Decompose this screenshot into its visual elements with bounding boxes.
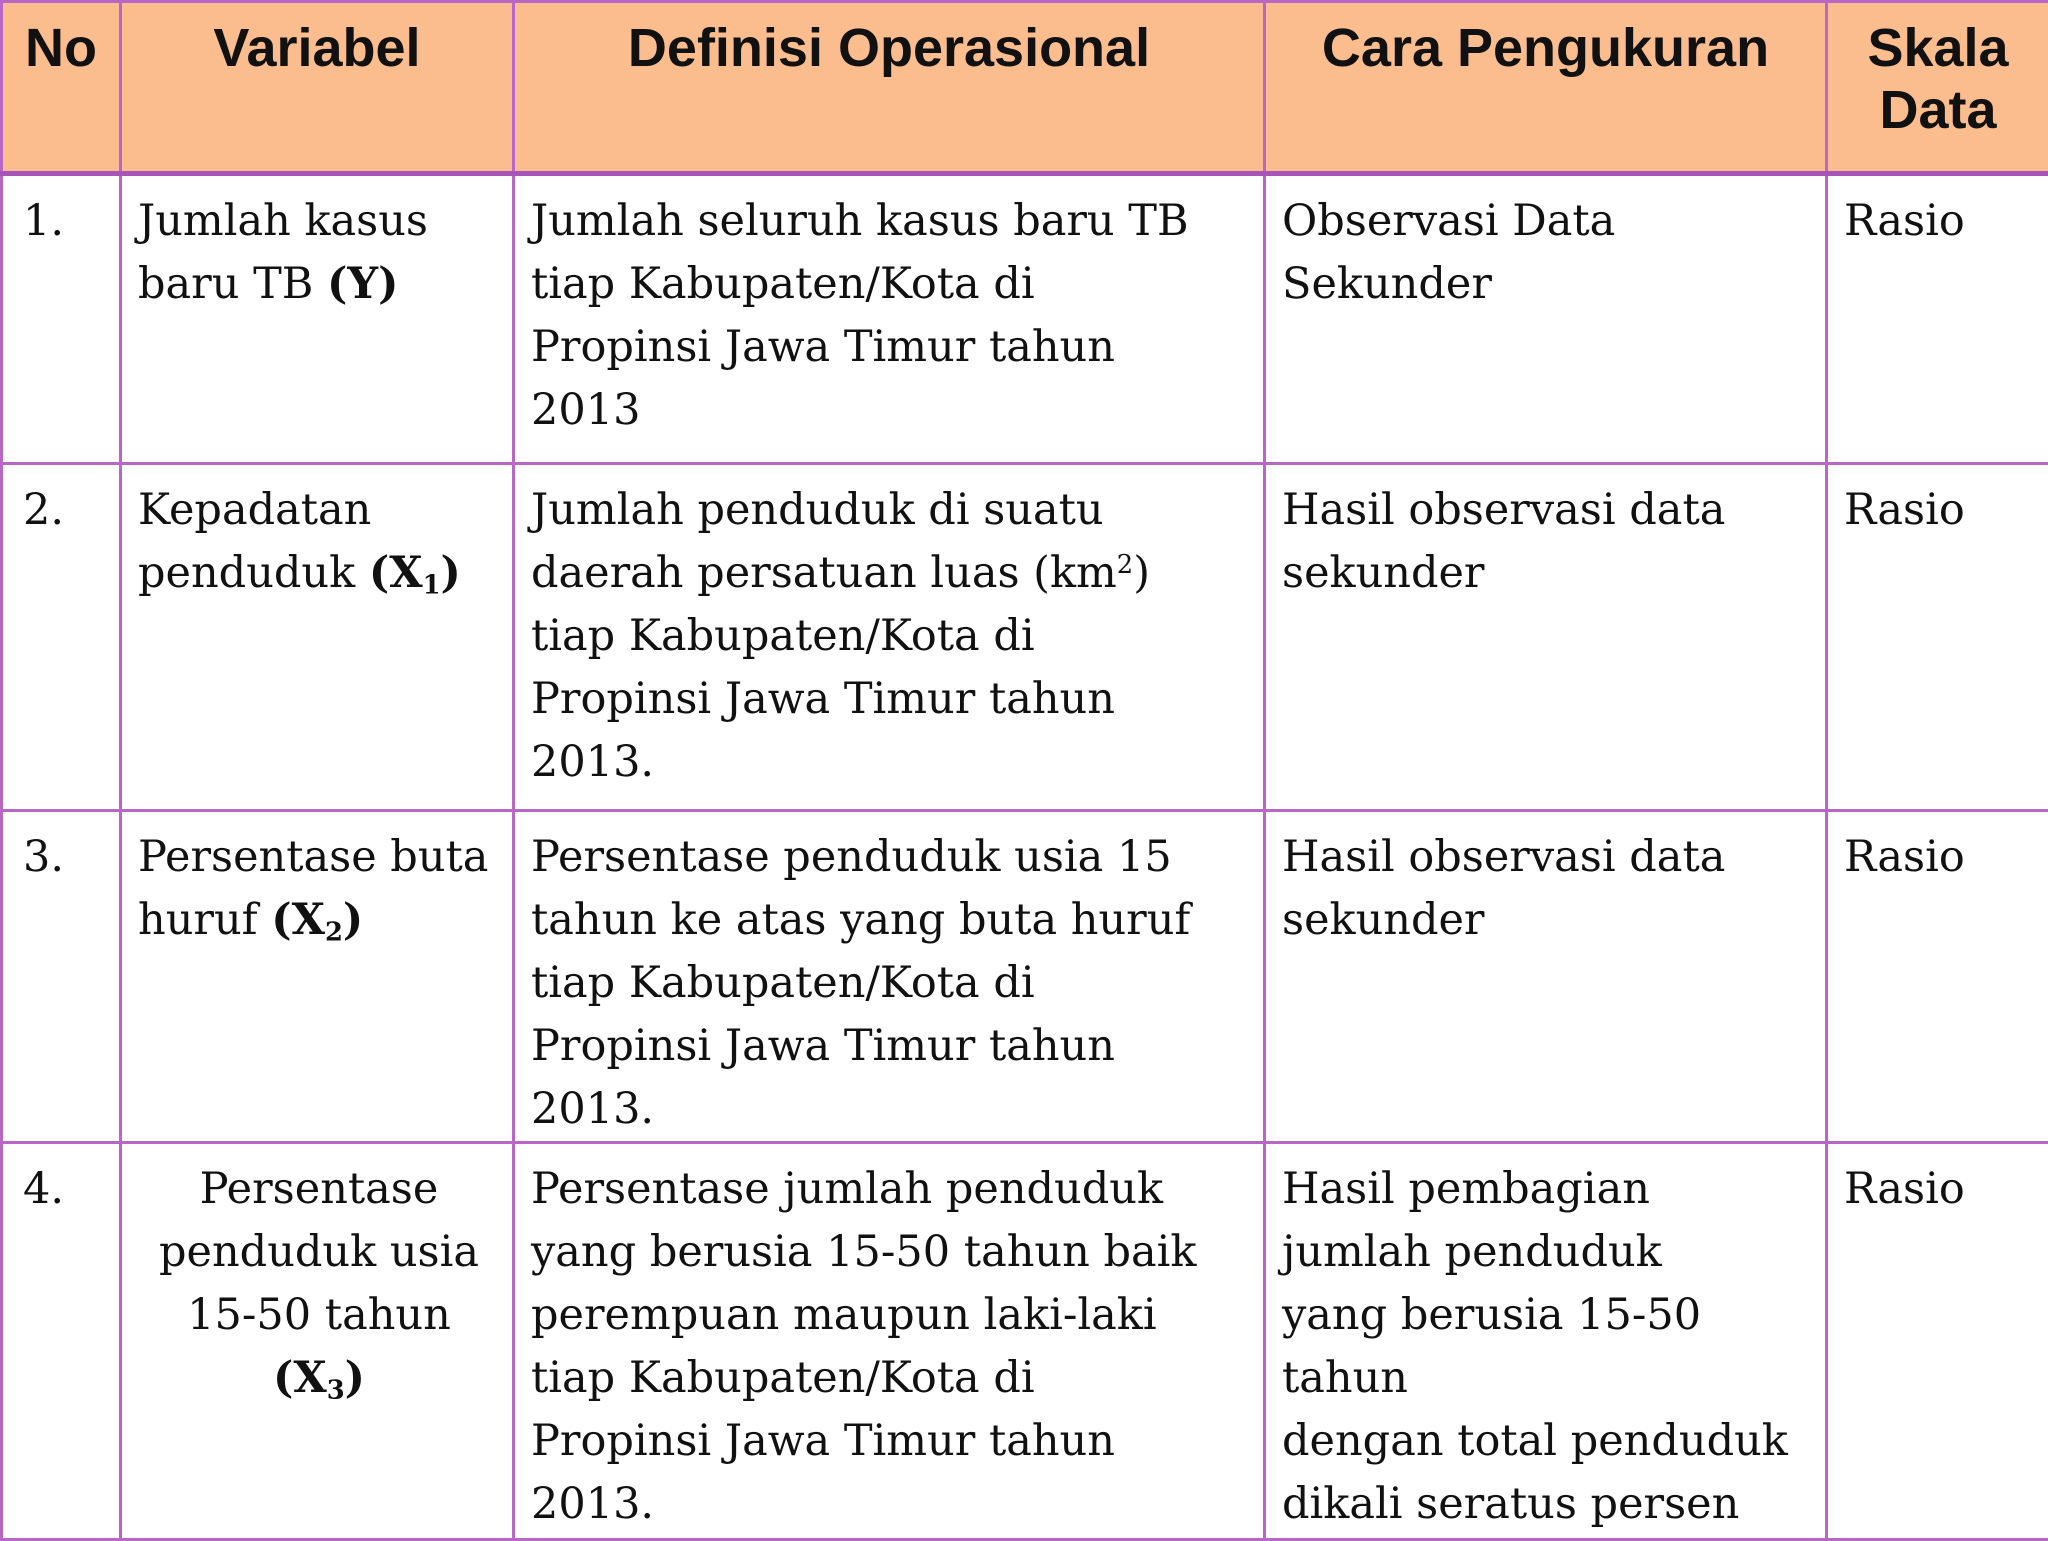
definition-text: daerah persatuan luas (km xyxy=(531,548,1117,598)
definition-line: perempuan maupun laki-laki xyxy=(531,1284,1251,1347)
header-skala-line2: Data xyxy=(1828,79,2048,141)
header-cara-pengukuran: Cara Pengukuran xyxy=(1265,2,1827,174)
header-skala-data xyxy=(1827,2,2048,174)
scale-cell: Rasio xyxy=(1827,174,2048,464)
measurement-cell xyxy=(1265,464,1827,811)
variable-cell xyxy=(121,1143,514,1540)
definition-line: tiap Kabupaten/Kota di xyxy=(531,1347,1251,1410)
measurement-line: yang berusia 15-50 xyxy=(1282,1284,1813,1347)
definition-line: Persentase penduduk usia 15 xyxy=(531,826,1251,889)
measurement-line: Hasil pembagian xyxy=(1282,1158,1813,1221)
table-row xyxy=(2,1143,2048,1540)
variable-symbol-close: ) xyxy=(345,1353,365,1403)
definition-line: Propinsi Jawa Timur tahun xyxy=(531,668,1251,731)
definition-line: 2013 xyxy=(531,379,1251,442)
definition-cell xyxy=(514,811,1265,1143)
header-skala-line1: Skala xyxy=(1828,17,2048,79)
measurement-cell xyxy=(1265,1143,1827,1540)
definition-line: 2013. xyxy=(531,731,1251,794)
scale-cell: Rasio xyxy=(1827,464,2048,811)
variable-line: penduduk usia xyxy=(138,1221,500,1284)
table-row xyxy=(2,464,2048,811)
variable-line: Persentase buta xyxy=(138,826,500,889)
variable-cell xyxy=(121,464,514,811)
measurement-line: dengan total penduduk xyxy=(1282,1410,1813,1473)
row-number: 2. xyxy=(2,464,121,811)
measurement-line: jumlah penduduk xyxy=(1282,1221,1813,1284)
variable-symbol: (Y) xyxy=(327,259,398,309)
measurement-cell xyxy=(1265,174,1827,464)
table-row xyxy=(2,811,2048,1143)
definition-line: Persentase jumlah penduduk xyxy=(531,1158,1251,1221)
variable-symbol-base: (X xyxy=(273,1353,327,1403)
variable-symbol-close: ) xyxy=(343,895,363,945)
variable-symbol-close: ) xyxy=(441,548,461,598)
variable-symbol xyxy=(271,895,363,945)
definition-line: yang berusia 15-50 tahun baik xyxy=(531,1221,1251,1284)
row-number: 4. xyxy=(2,1143,121,1540)
definition-line: tiap Kabupaten/Kota di xyxy=(531,253,1251,316)
variable-subscript: 1 xyxy=(423,570,441,600)
header-definisi-operasional: Definisi Operasional xyxy=(514,2,1265,174)
variable-text: huruf xyxy=(138,895,271,945)
variable-subscript: 3 xyxy=(327,1375,345,1405)
table-header-row xyxy=(2,2,2048,174)
scale-cell: Rasio xyxy=(1827,1143,2048,1540)
variable-line xyxy=(138,542,500,605)
variable-text: baru TB xyxy=(138,259,327,309)
definition-line xyxy=(531,542,1251,605)
definition-line: Jumlah penduduk di suatu xyxy=(531,479,1251,542)
header-variabel: Variabel xyxy=(121,2,514,174)
definition-line: tahun ke atas yang buta huruf xyxy=(531,889,1251,952)
variable-line: Persentase xyxy=(138,1158,500,1221)
definition-line: 2013. xyxy=(531,1078,1251,1141)
definition-cell xyxy=(514,464,1265,811)
row-number: 3. xyxy=(2,811,121,1143)
measurement-line: tahun xyxy=(1282,1347,1813,1410)
definition-line: Jumlah seluruh kasus baru TB xyxy=(531,190,1251,253)
variable-cell xyxy=(121,811,514,1143)
header-no: No xyxy=(2,2,121,174)
definition-cell xyxy=(514,174,1265,464)
variable-symbol-base: (X xyxy=(369,548,423,598)
table-row xyxy=(2,174,2048,464)
measurement-cell xyxy=(1265,811,1827,1143)
variable-line: 15-50 tahun xyxy=(138,1284,500,1347)
definition-line: tiap Kabupaten/Kota di xyxy=(531,605,1251,668)
measurement-line: sekunder xyxy=(1282,889,1813,952)
definition-line: Propinsi Jawa Timur tahun xyxy=(531,316,1251,379)
variable-symbol xyxy=(138,1347,500,1410)
row-number: 1. xyxy=(2,174,121,464)
measurement-line: sekunder xyxy=(1282,542,1813,605)
definition-cell xyxy=(514,1143,1265,1540)
measurement-line: dikali seratus persen xyxy=(1282,1473,1813,1536)
variable-line: Jumlah kasus xyxy=(138,190,500,253)
definition-line: Propinsi Jawa Timur tahun xyxy=(531,1410,1251,1473)
measurement-line: Hasil observasi data xyxy=(1282,826,1813,889)
variable-subscript: 2 xyxy=(325,917,343,947)
measurement-line: Hasil observasi data xyxy=(1282,479,1813,542)
variable-symbol-base: (X xyxy=(271,895,325,945)
variable-symbol xyxy=(369,548,461,598)
measurement-line: Observasi Data xyxy=(1282,190,1813,253)
definition-line: Propinsi Jawa Timur tahun xyxy=(531,1015,1251,1078)
definition-line: 2013. xyxy=(531,1473,1251,1536)
measurement-line: Sekunder xyxy=(1282,253,1813,316)
variable-line xyxy=(138,253,500,316)
definition-line: tiap Kabupaten/Kota di xyxy=(531,952,1251,1015)
definition-text-close: ) xyxy=(1133,548,1150,598)
scale-cell: Rasio xyxy=(1827,811,2048,1143)
variable-text: penduduk xyxy=(138,548,369,598)
variable-line: Kepadatan xyxy=(138,479,500,542)
variable-cell xyxy=(121,174,514,464)
variable-line xyxy=(138,889,500,952)
definition-superscript: 2 xyxy=(1117,550,1133,580)
